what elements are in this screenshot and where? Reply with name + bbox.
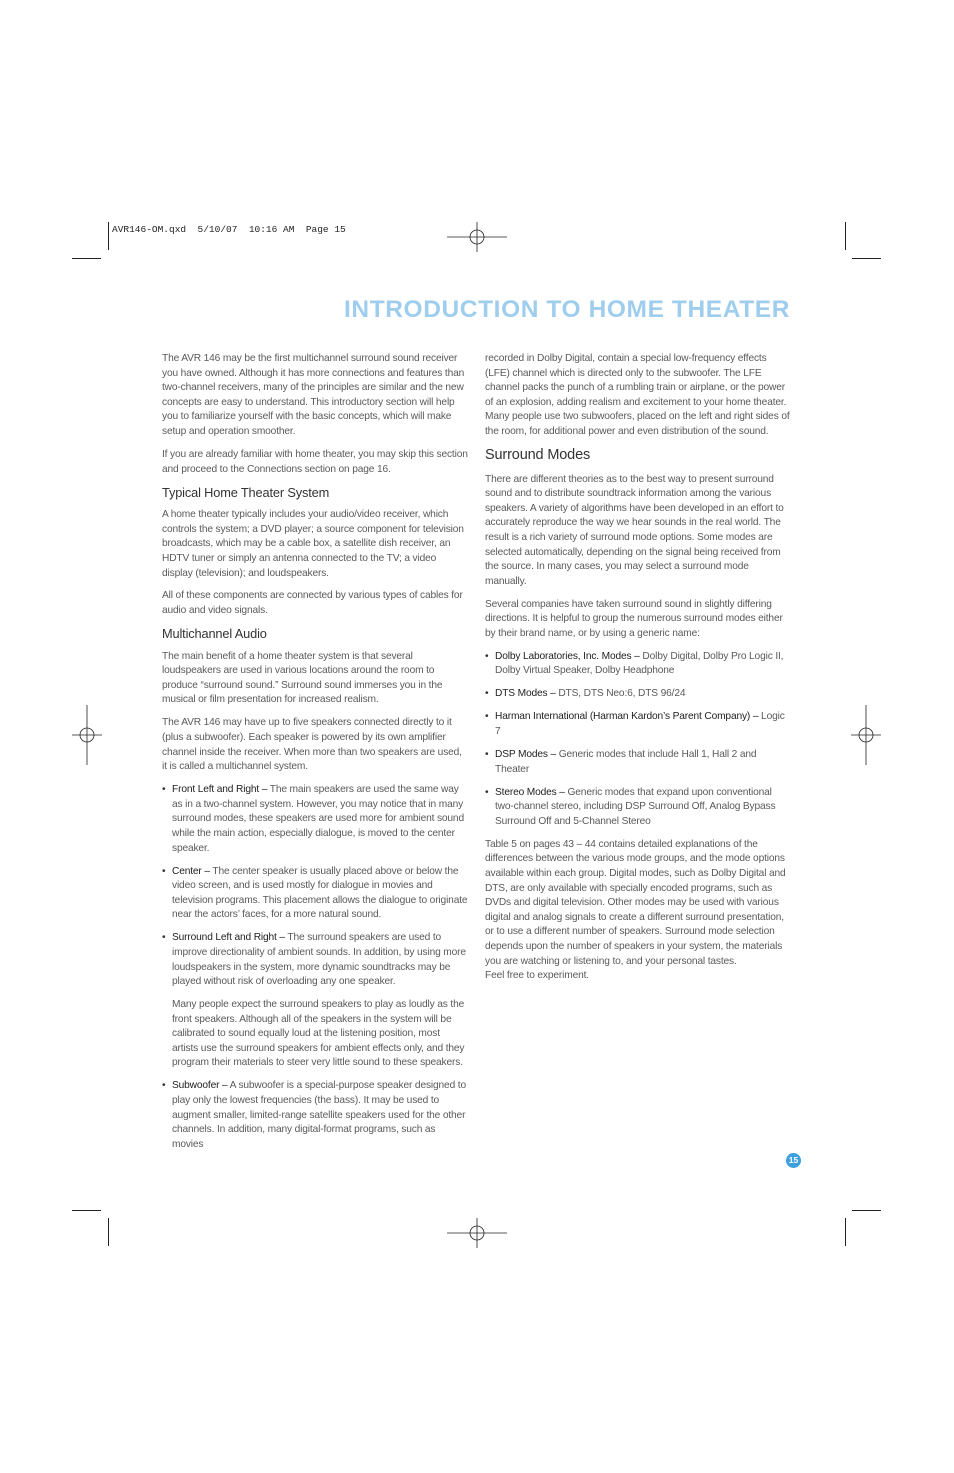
left-column bbox=[162, 352, 468, 1161]
list-item-front-speakers bbox=[162, 783, 468, 856]
list-item-lead: Stereo Modes – bbox=[495, 786, 565, 798]
crop-mark-bottom-left-vertical bbox=[108, 1218, 109, 1246]
heading-multichannel-audio: Multichannel Audio bbox=[162, 626, 267, 642]
list-item-center-speaker bbox=[162, 865, 468, 923]
bullet-icon: • bbox=[162, 932, 166, 944]
list-item-text: DTS, DTS Neo:6, DTS 96/24 bbox=[555, 688, 686, 700]
list-item-harman-modes bbox=[485, 710, 790, 739]
crop-mark-bottom-right-vertical bbox=[845, 1218, 846, 1246]
bullet-icon: • bbox=[485, 749, 489, 760]
page-title: INTRODUCTION TO HOME THEATER bbox=[344, 296, 790, 323]
list-item-lead: Center – bbox=[172, 865, 210, 877]
bullet-icon: • bbox=[485, 650, 489, 662]
list-item-text: Dolby Digital, Dolby Pro Logic II, Dolby Virtual Speaker, Dolby Headphone bbox=[495, 650, 784, 677]
list-item-lead: Surround Left and Right – bbox=[172, 932, 285, 944]
list-item-lead: Subwoofer – bbox=[172, 1080, 228, 1092]
registration-mark-bottom-icon bbox=[447, 1218, 507, 1248]
companies-paragraph: Several companies have taken surround sound in slightly differing directions. It is helpful to group the numerous surround modes either by their brand name, or by using a generic name: bbox=[485, 598, 783, 639]
intro-paragraph: The AVR 146 may be the first multichannel surround sound receiver you have owned. Although it has more connections and features than two-channel receivers, many of the principles are similar and the new concepts are easy to understand. This introductory section will help you to familiarize yourself with the basic concepts, which will make setup and operation smoother. bbox=[162, 353, 465, 437]
surround-theories-paragraph: There are different theories as to the best way to present surround sound and to distribute soundtrack information among the various speakers. A variety of algorithms have been developed in an effort to accurately reproduce the way we hear sounds in the real world. The result is a rich variety of surround mode options. Some modes are selected automatically, depending on the signal being received from the source. In many cases, you may select a surround mode manually. bbox=[485, 473, 784, 587]
bullet-icon: • bbox=[485, 786, 489, 798]
crop-mark-top-right-horizontal bbox=[852, 258, 881, 259]
file-slug: AVR146-OM.qxd 5/10/07 10:16 AM Page 15 bbox=[112, 224, 346, 235]
list-item-text: Generic modes that include Hall 1, Hall 2 and Theater bbox=[495, 749, 757, 775]
list-item-surround-speakers bbox=[162, 931, 468, 989]
list-item-text: Logic 7 bbox=[495, 711, 785, 738]
crop-mark-top-left-horizontal bbox=[72, 258, 101, 259]
list-item-lead: DSP Modes – bbox=[495, 749, 557, 760]
crop-mark-top-right-vertical bbox=[845, 222, 846, 250]
list-item-dts-modes bbox=[485, 687, 790, 702]
crop-mark-top-left-vertical bbox=[108, 222, 109, 250]
heading-typical-system: Typical Home Theater System bbox=[162, 484, 330, 500]
table-reference-paragraph: Table 5 on pages 43 – 44 contains detailed explanations of the differences between the various mode groups, and the mode options available within each group. Digital modes, such as Dolby Digital and DTS, are only available with specially encoded programs, such as DVDs and digital television. Other modes may be used with various digital and analog signals to create a different surround presentation, or to use a different number of speakers. Surround mode selection depends upon the number of speakers in your system, the materials you are watching or listening to, and your personal tastes. bbox=[485, 838, 786, 967]
page-number-badge: 15 bbox=[786, 1153, 801, 1168]
list-item-dsp-modes bbox=[485, 748, 790, 777]
crop-mark-bottom-right-horizontal bbox=[852, 1210, 881, 1211]
list-item-dolby-modes bbox=[485, 650, 790, 679]
bullet-icon: • bbox=[162, 865, 166, 877]
right-column bbox=[485, 352, 790, 992]
list-item-text: The center speaker is usually placed above or below the video screen, and is used mostly for dialogue in movies and television programs. This placement allows the dialogue to originate near the actors’ faces, for a more natural sound. bbox=[172, 865, 468, 921]
bullet-icon: • bbox=[485, 711, 489, 723]
skip-section-paragraph: If you are already familiar with home theater, you may skip this section and proceed to the Connections section on page 16. bbox=[162, 448, 468, 475]
list-item-lead: Dolby Laboratories, Inc. Modes – bbox=[495, 650, 640, 662]
heading-surround-modes: Surround Modes bbox=[485, 446, 591, 463]
list-item-lead: Harman International (Harman Kardon’s Parent Company) – bbox=[495, 711, 759, 723]
crop-mark-bottom-left-horizontal bbox=[72, 1210, 101, 1211]
bullet-icon: • bbox=[162, 784, 166, 796]
five-speakers-paragraph: The AVR 146 may have up to five speakers connected directly to it (plus a subwoofer). Each speaker is powered by its own amplifier channel inside the receiver. When more than two speakers are used, it is called a multichannel system. bbox=[162, 717, 462, 773]
list-item-lead: DTS Modes – bbox=[495, 688, 556, 700]
list-item-text: Generic modes that expand upon conventional two-channel stereo, including DSP Surround Off, Analog Bypass Surround Off and 5-Channel Stereo bbox=[495, 786, 776, 827]
bullet-icon: • bbox=[485, 688, 489, 700]
list-item-text: A subwoofer is a special-purpose speaker designed to play only the lowest frequencies (the bass). It may be used to augment smaller, limited-range satellite speakers used for the other channels. In addition, many digital-format programs, such as movies bbox=[172, 1080, 466, 1150]
list-item-lead: Front Left and Right – bbox=[172, 784, 268, 796]
list-item-text: The main speakers are used the same way as in a two-channel system. However, you may notice that in many surround modes, these speakers are used more for ambient sound while the main action, especially dialogue, is moved to the center speaker. bbox=[172, 784, 464, 854]
surround-volume-paragraph: Many people expect the surround speakers to play as loudly as the front speakers. Although all of the speakers in the system will be calibrated to sound equally loud at the listening position, most artists use the surround speakers for ambient effects only, and they program their materials to steer very little sound to these speakers. bbox=[172, 999, 465, 1069]
multichannel-benefit-paragraph: The main benefit of a home theater system is that several loudspeakers are used in various locations around the room to produce “surround sound.” Surround sound immerses you in the musical or film presentation for increased realism. bbox=[162, 650, 443, 706]
registration-mark-left-icon bbox=[72, 705, 102, 765]
typical-system-paragraph: A home theater typically includes your audio/video receiver, which controls the system; a DVD player; a source component for television broadcasts, which may be a cable box, a satellite dish receiver, an HDTV tuner or simply an antenna connected to the TV; a video display (television); and loudspeakers. bbox=[162, 509, 464, 579]
lfe-paragraph: recorded in Dolby Digital, contain a special low-frequency effects (LFE) channel which is directed only to the subwoofer. The LFE channel packs the punch of a rumbling train or airplane, or the power of an explosion, adding realism and excitement to your home theater. Many people use two subwoofers, placed on the left and right sides of the room, for additional power and even distribution of the sound. bbox=[485, 353, 790, 437]
cables-paragraph: All of these components are connected by various types of cables for audio and video signals. bbox=[162, 590, 463, 617]
list-item-subwoofer bbox=[162, 1079, 468, 1152]
registration-mark-top-icon bbox=[447, 222, 507, 252]
list-item-text: The surround speakers are used to improve directionality of ambient sounds. In addition, by using more loudspeakers in the system, more dynamic soundtracks may be played without risk of overloading any one speaker. bbox=[172, 932, 466, 988]
bullet-icon: • bbox=[162, 1080, 166, 1092]
list-item-stereo-modes bbox=[485, 786, 790, 830]
registration-mark-right-icon bbox=[851, 705, 881, 765]
experiment-line: Feel free to experiment. bbox=[485, 970, 589, 982]
